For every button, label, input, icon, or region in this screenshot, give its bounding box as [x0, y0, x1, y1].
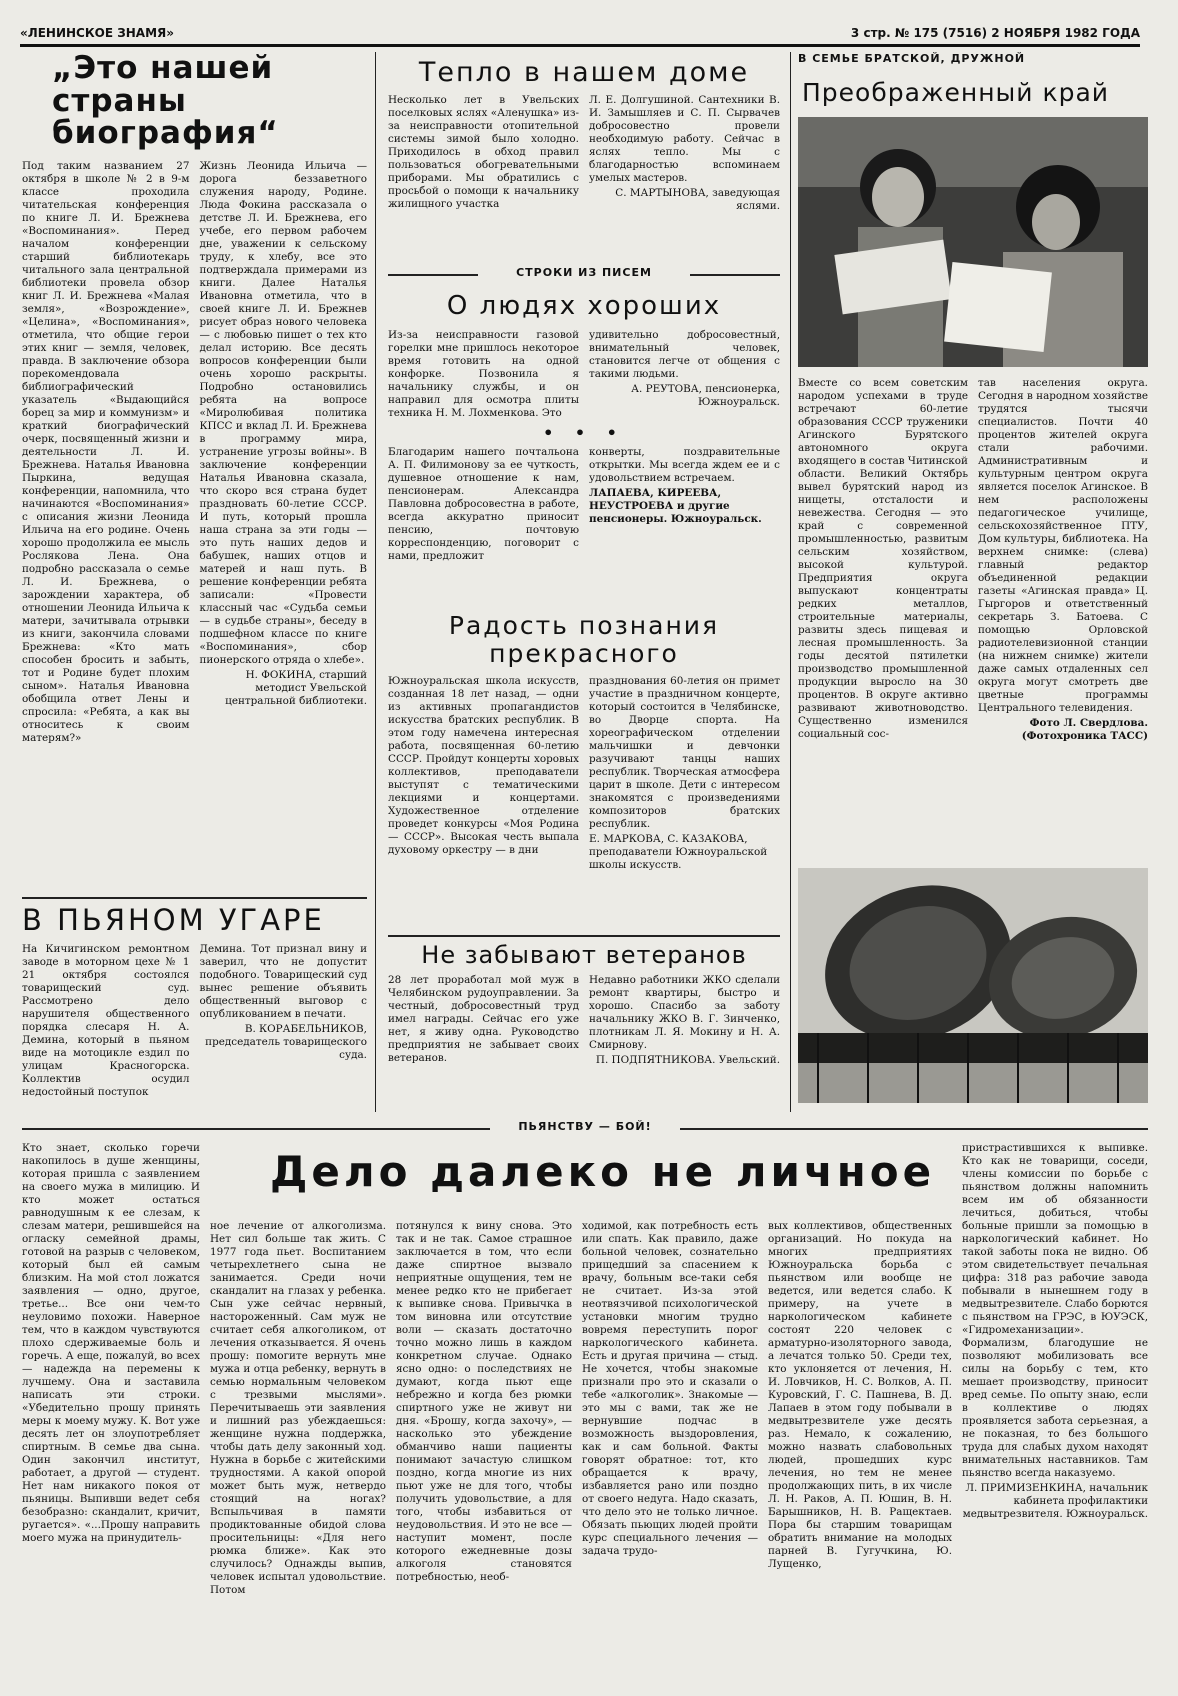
rubric-label: СТРОКИ ИЗ ПИСЕМ	[516, 266, 652, 279]
article-drunk	[22, 905, 367, 1110]
article-signature: А. РЕУТОВА, пенсионерка, Южноуральск.	[631, 382, 780, 408]
article-signature: Н. ФОКИНА, старший методист Увельской центральной библиотеки.	[225, 668, 367, 707]
article-title: Дело далеко не личное	[270, 1147, 936, 1196]
rubric-drinking	[22, 1120, 1148, 1136]
article-veterans	[388, 942, 780, 1112]
section-rule	[22, 897, 367, 899]
article-column: Вместе со всем советским народом успехами в труде встречают 60-летие образования СССР труженики Агинского Бурятского автономного округа входящего в состав Читинской области. Великий Октябрь вывел бурятский народ из нищеты, отсталости и невежества. Сегодня — это край с современной промышленностью, развитым сельским хозяйством, высокой культурой. Предприятия округа выпускают концентраты редких металлов, строительные материалы, развиты здесь пищевая и лесная промышленность. За годы десятой пятилетки производство промышленной продукции выросло на 30 процентов. В округе активно развивают животноводство. Существенно изменился социальный сос-	[798, 376, 968, 740]
article-column: Благодарим нашего почтальона А. П. Филимонову за ее чуткость, душевное отношение к нам, пенсионерам. Александра Павловна добросовестна в работе, всегда аккуратно приносит пенсию, почтовую корреспонденцию, поговорит с нами, предложит	[388, 445, 579, 562]
photo-antennas	[798, 868, 1148, 1103]
article-title: Преображенный край	[802, 78, 1110, 107]
article-not-personal	[22, 1142, 1148, 1690]
article-arts-school	[388, 612, 780, 934]
article-title: О людях хороших	[446, 292, 722, 321]
article-column: Под таким названием 27 октября в школе № 2 в 9-м классе проходила читательская конференция по книге Л. И. Брежнева «Воспоминания». Перед началом конференции старший библиотекарь читального зала центральной библиотеки провела обзор книг Л. И. Брежнева «Малая земля», «Возрождение», «Целина», «Воспоминания», отметила, что общие герои этих книг — земля, человек, правда. В заключение обзора порекомендовала библиографический указатель «Выдающийся борец за мир и коммунизм» и краткий биографический очерк, посвященный жизни и деятельности Л. И. Брежнева. Наталья Ивановна Пыркина, ведущая конференции, напомнила, что начинаются «Воспоминания» с описания жизни Леонида Ильича на его родине. Очень хорошо продолжила ее мысль Рослякова Лена. Она подробно рассказала о семье Л. И. Брежнева, о зарождении характера, об отношении Леонида Ильича к матери, зачитывала отрывки из книги, закончила словами Брежнева: «Кто мать способен бросить и забыть, тот и Родине будет плохим сыном». Наталья Ивановна обобщила ответ Лены и спросила: «Ребята, а как вы относитесь к своим матерям?»	[22, 159, 190, 744]
article-column: удивительно добросовестный, внимательный человек, становится легче от общения с такими людьми.	[589, 328, 780, 380]
article-column: празднования 60-летия он примет участие в праздничном концерте, который состоится в Челябинске, во Дворце спорта. На хореографическом отделении мальчишки и девчонки разучивают танцы наших республик. Творческая атмосфера царит в школе. Дети с интересом знакомятся с произведениями композиторов братских республик.	[589, 675, 780, 830]
photo-editors-image	[798, 117, 1148, 367]
rubric-rule	[388, 274, 478, 276]
article-column: пристрастившихся к выпивке. Кто как не товарищи, соседи, члены комиссии по борьбе с пьянством должны напомнить всем им об обязанности лечиться, добиться, чтобы больные пришли за помощью в наркологический кабинет. Но такой заботы пока не видно. Об этом свидетельствует печальная цифра: 318 раз рабочие завода побывали в нынешнем году в медвытрезвителе. Слабо борются с пьянством на ГРЭС, в ЮУЭСК, «Гидромеханизации». Формализм, благодушие не позволяют мобилизовать все силы на борьбу с тем, кто мешает производству, приносит вред семье. По опыту знаю, если в коллективе о людях проявляется забота серьезная, а не показная, то без большого труда для слабых духом находят внимательных наставников. Там пьянство всегда наказуемо.	[962, 1142, 1148, 1479]
photo-antennas-image	[798, 868, 1148, 1103]
article-column: 28 лет проработал мой муж в Челябинском рудоуправлении. За честный, добросовестный труд имел награды. Сейчас его уже нет, я живу одна. Руководство предприятия не забывает своих ветеранов.	[388, 974, 579, 1065]
article-signature: ЛАПАЕВА, КИРЕЕВА, НЕУСТРОЕВА и другие пенсионеры. Южноуральск.	[589, 486, 762, 525]
separator-dots: • • •	[543, 422, 625, 442]
section-rule	[388, 935, 780, 937]
article-column: Кто знает, сколько горечи накопилось в душе женщины, которая пришла с заявлением на своего мужа в милицию. И кто может остаться равнодушным к ее слезам, к слезам матери, решившейся на огласку семейной драмы, готовой на разрыв с человеком, который был ей самым близким. На мой стол ложатся заявления — одно, другое, третье... Все они чем-то неуловимо похожи. Наверное тем, что в каждом чувствуются плохо сдерживаемые боль и горечь. А еще, пожалуй, во всех — надежда на перемены к лучшему. Она и заставила написать эти строки. «Убедительно прошу принять меры к моему мужу. К. Вот уже десять лет он злоупотребляет спиртным. В семье два сына. Один закончил институт, работает, а другой — студент. Нет нам никакого покоя от пьяницы. Выпивши ведет себя безобразно: скандалит, кричит, ругается». «...Прошу направить моего мужа на принудитель-	[22, 1142, 200, 1544]
article-biography	[22, 52, 367, 902]
article-column: ное лечение от алкоголизма. Нет сил больше так жить. С 1977 года пьет. Воспитанием четырехлетнего сына не занимается. Среди ночи скандалит на глазах у ребенка. Сын уже сейчас нервный, настороженный. Сам муж не считает себя алкоголиком, от лечения отказывается. Я очень прошу: помогите вернуть мне мужа и отца ребенку, вернуть в семью нормальным человеком с трезвыми мыслями». Перечитываешь эти заявления и лишний раз убеждаешься: женщине нужна поддержка, чтобы дать делу законный ход. Нужна в борьбе с житейскими трудностями. А какой опорой может быть муж, нетвердо стоящий на ногах? Вспыльчивая в памяти продиктованные обидой слова просительницы: «Для него рюмка ближе». Как это случилось? Однажды выпив, человек испытал удовольствие. Потом	[210, 1220, 386, 1596]
article-title: Тепло в нашем доме	[418, 58, 750, 88]
issue-info: 3 стр. № 175 (7516) 2 НОЯБРЯ 1982 ГОДА	[850, 26, 1140, 40]
article-column: Л. Е. Долгушиной. Сантехники В. И. Замышляев и С. П. Сырвачев добросовестно провели необходимую работу. Сейчас в яслях тепло. Мы с благодарностью вспоминаем умелых мастеров.	[589, 93, 780, 184]
article-title: Радость познания прекрасного	[448, 612, 720, 668]
article-column: Несколько лет в Увельских поселковых яслях «Аленушка» из-за неисправности отопительной системы зимой было холодно. Приходилось в обход правил пользоваться обогревательными приборами. Мы обратились с просьбой о помощи к начальнику жилищного участка	[388, 93, 579, 210]
article-signature: П. ПОДПЯТНИКОВА. Увельский.	[595, 1054, 780, 1067]
article-column: Южноуральская школа искусств, созданная 18 лет назад, — одни из активных пропагандистов искусства братских республик. В этом году намечена интересная работа, посвященная 60-летию СССР. Пройдут концерты хоровых коллективов, преподаватели выступят с тематическими лекциями и концертами. Художественное отделение проведет конкурсы «Моя Родина — СССР». Высокая честь выпала духовому оркестру — в дни	[388, 675, 579, 856]
article-good-people	[388, 292, 780, 602]
article-signature: С. МАРТЫНОВА, заведующая яслями.	[615, 186, 780, 212]
rubric-label: ПЬЯНСТВУ — БОЙ!	[518, 1120, 652, 1133]
article-column: вых коллективов, общественных организаций. Но покуда на многих предприятиях Южноуральска борьба с пьянством или вообще не ведется, или ведется слабо. К примеру, на учете в наркологическом кабинете состоят 220 человек с арматурно-изоляторного завода, а лечатся только 50. Среди тех, кто уклоняется от лечения, Н. И. Ловчиков, Н. С. Волков, А. П. Куровский, Г. С. Пашнева, В. Д. Лапаев в этом году побывали в медвытрезвителе уже десять раз. Немало, к сожалению, можно назвать слабовольных людей, прошедших курс лечения, но тем не менее продолжающих пить, в их числе Л. Н. Раков, А. П. Юшин, В. Н. Барышников, Н. В. Ращектаев. Пора бы старшим товарищам обратить внимание на молодых парней В. Гугучкина, Ю. Лущенко,	[768, 1220, 952, 1570]
article-column: конверты, поздравительные открытки. Мы всегда ждем ее и с удовольствием встречаем.	[589, 445, 780, 484]
article-signature: Е. МАРКОВА, С. КАЗАКОВА, преподаватели Южноуральской школы искусств.	[589, 833, 768, 871]
article-warmth	[388, 58, 780, 258]
article-column: Недавно работники ЖКО сделали ремонт квартиры, быстро и хорошо. Спасибо за заботу начальнику ЖКО В. Г. Зинченко, плотникам Л. Я. Мокину и Н. А. Смирнову.	[589, 974, 780, 1052]
article-title: В ПЬЯНОМ УГАРЕ	[22, 905, 325, 937]
page-header	[20, 22, 1140, 47]
photo-credit: Фото Л. Свердлова. (Фотохроника ТАСС)	[1021, 716, 1148, 742]
article-column: Жизнь Леонида Ильича — дорога беззаветного служения народу, Родине. Люда Фокина рассказала о детстве Л. И. Брежнева, его учебе, его первом рабочем дне, уважении к сельскому труду, к хлебу, все это подтверждала примерами из книги. Далее Наталья Ивановна отметила, что в своей книге Л. И. Брежнев рисует образ нового человека — с любовью пишет о тех кто делал историю. Все десять вопросов конференции были очень хорошо раскрыты. Подробно остановились ребята на вопросе «Миролюбивая политика КПСС и вклад Л. И. Брежнева в программу мира, устранение угрозы войны». В заключение конференции Наталья Ивановна сказала, что скоро вся страна будет праздновать 60-летие СССР. И путь, который прошла наша страна за эти годы — это путь наших дедов и бабушек, наших отцов и матерей и наш путь. В решение конференции ребята записали: «Провести классный час «Судьба семьи — в судьбе страны», беседу в подшефном классе по книге «Воспоминания», сбор пионерского отряда о хлебе».	[199, 159, 367, 666]
article-column: тав населения округа. Сегодня в народном хозяйстве трудятся тысячи специалистов. Почти 40 процентов жителей округа стали рабочими. Административным и культурным центром округа является поселок Агинское. В нем расположены педагогическое училище, сельскохозяйственное ПТУ, Дом культуры, библиотека. На верхнем снимке: (слева) главный редактор объединенной редакции газеты «Агинская правда» Ц. Гыргоров и ответственный секретарь З. Батоева. С помощью Орловской радиотелевизионной станции (на нижнем снимке) жители даже самых отдаленных сел округа могут смотреть две цветные программы Центрального телевидения.	[978, 376, 1148, 714]
article-column: ходимой, как потребность есть или спать. Как правило, даже больной человек, сознательно прищедший за спасением к врачу, больным все-таки себя не считает. Из-за этой неотвязчивой психологической установки многим трудно вовремя переступить порог наркологического кабинета. Есть и другая причина — стыд. Не хочется, чтобы знакомые признали про это и сказали о тебе «алкоголик». Знакомые — это мы с вами, так же не вернувшие подчас в возможность выздоровления, как и сам больной. Факты говорят обратное: тот, кто обращается к врачу, избавляется рано или поздно от своего недуга. Надо сказать, что дело это не только личное. Обязать пьющих людей пройти курс специального лечения — задача трудо-	[582, 1220, 758, 1557]
article-column: Из-за неисправности газовой горелки мне пришлось некоторое время готовить на одной конфорке. Позвонила я начальнику службы, и он направил для осмотра плиты техника Н. М. Лохменкова. Это	[388, 328, 579, 419]
rubric-letters	[388, 266, 780, 282]
rubric-rule	[22, 1128, 490, 1130]
column-rule	[790, 52, 791, 1112]
article-column: потянулся к вину снова. Это так и не так. Самое страшное заключается в том, что если даже спиртное вызвало неприятные ощущения, тем не менее редко кто не прибегает к выпивке снова. Привычка в том виновна или отсутствие воли — сказать достаточно точно можно лишь в каждом конкретном случае. Однако ясно одно: о последствиях не думают, когда пьют еще небрежно и когда без рюмки спиртного уже не живут ни дня. «Брошу, когда захочу», — насколько это убеждение обманчиво наши пациенты понимают зачастую слишком поздно, когда многие из них пьют уже не для того, чтобы получить удовольствие, а для того, чтобы избавиться от неудовольствия. И это не все — наступит момент, после которого ежедневные дозы алкоголя становятся потребностью, необ-	[396, 1220, 572, 1583]
article-column: Демина. Тот признал вину и заверил, что не допустит подобного. Товарищеский суд вынес решение объявить общественный выговор с опубликованием в печати.	[199, 942, 367, 1020]
newspaper-name: «ЛЕНИНСКОЕ ЗНАМЯ»	[20, 26, 175, 40]
rubric-rule	[690, 274, 780, 276]
article-title: „Это нашей страны биография“	[52, 52, 279, 152]
article-column: На Кичигинском ремонтном заводе в моторном цехе № 1 21 октября состоялся товарищеский суд. Рассмотрено дело нарушителя общественного порядка слесаря Н. А. Демина, который в пьяном виде на мотоцикле ездил по улицам Красногорска. Коллектив осудил недостойный поступок	[22, 942, 190, 1098]
photo-editors	[798, 117, 1148, 367]
rubric-rule	[680, 1128, 1148, 1130]
article-signature: В. КОРАБЕЛЬНИКОВ, председатель товарищеского суда.	[205, 1022, 367, 1061]
rubric-label: В СЕМЬЕ БРАТСКОЙ, ДРУЖНОЙ	[798, 52, 1026, 65]
column-rule	[375, 52, 376, 1112]
article-signature: Л. ПРИМИЗЕНКИНА, начальник кабинета профилактики медвытрезвителя. Южноуральск.	[962, 1482, 1148, 1520]
article-title: Не забывают ветеранов	[421, 942, 747, 969]
